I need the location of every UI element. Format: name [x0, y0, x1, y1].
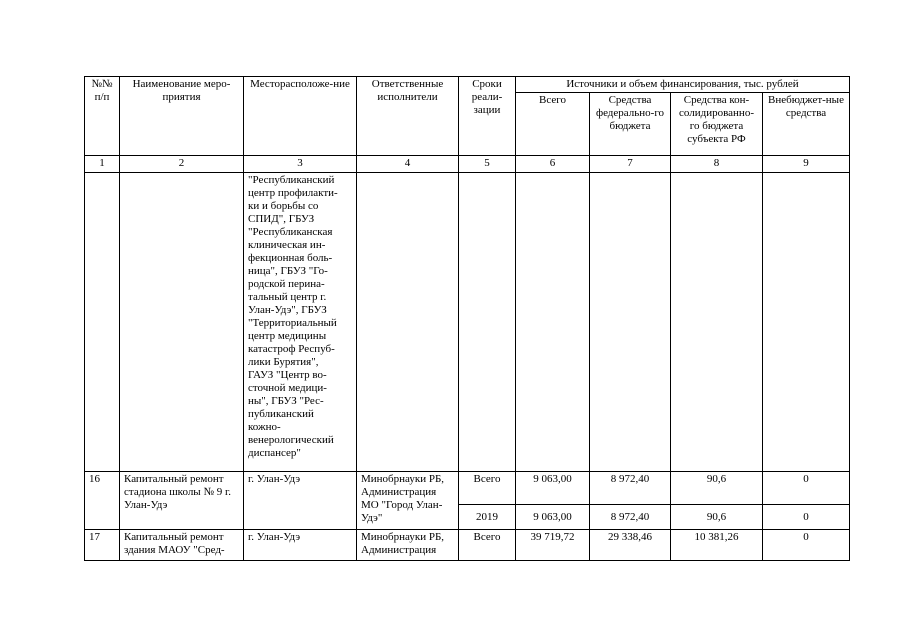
- column-number: 2: [120, 156, 244, 173]
- row-total: 39 719,72: [516, 530, 590, 561]
- column-number: 7: [590, 156, 671, 173]
- table-cell: [357, 173, 459, 472]
- row-federal: 8 972,40: [590, 505, 671, 530]
- column-number: 6: [516, 156, 590, 173]
- row-extrabudget: 0: [763, 530, 850, 561]
- row-total: 9 063,00: [516, 472, 590, 505]
- row-federal: 8 972,40: [590, 472, 671, 505]
- row-location: г. Улан-Удэ: [244, 472, 357, 530]
- row-period: 2019: [459, 505, 516, 530]
- continuation-row: [85, 173, 850, 472]
- table-cell: [763, 173, 850, 472]
- row-period: Всего: [459, 530, 516, 561]
- column-number: 8: [671, 156, 763, 173]
- row-executors: Минобрнауки РБ, Администрация: [357, 530, 459, 561]
- row-total: 9 063,00: [516, 505, 590, 530]
- column-number: 9: [763, 156, 850, 173]
- row-regional: 90,6: [671, 505, 763, 530]
- row-name: Капитальный ремонт здания МАОУ "Сред-: [120, 530, 244, 561]
- header-period: Сроки реали-зации: [459, 77, 516, 156]
- column-number: 3: [244, 156, 357, 173]
- row-name: Капитальный ремонт стадиона школы № 9 г. Улан-Удэ: [120, 472, 244, 530]
- row-period: Всего: [459, 472, 516, 505]
- financing-table: [84, 76, 850, 561]
- row-location: г. Улан-Удэ: [244, 530, 357, 561]
- row-number: 17: [85, 530, 120, 561]
- table-row: [85, 530, 850, 561]
- continuation-location: "Республиканский центр профилакти- ки и борьбы со СПИД", ГБУЗ "Республиканская клиническая ин- фекционная боль- ница", ГБУЗ "Го- родской перина- тальный центр г. Улан-Удэ", ГБУЗ "Территориальный центр медицины катастроф Респуб- лики Бурятия", ГАУЗ "Центр во- сточной медици- ны", ГБУЗ "Рес- публиканский кожно- венерологический диспансер": [244, 173, 357, 472]
- column-number: 5: [459, 156, 516, 173]
- header-name: Наименование меро-приятия: [120, 77, 244, 156]
- header-federal: Средства федерально-го бюджета: [590, 93, 671, 156]
- row-regional: 10 381,26: [671, 530, 763, 561]
- column-number-row: [85, 156, 850, 173]
- table-cell: [85, 173, 120, 472]
- row-executors: Минобрнауки РБ, Администрация МО "Город Улан-Удэ": [357, 472, 459, 530]
- table-cell: [459, 173, 516, 472]
- row-federal: 29 338,46: [590, 530, 671, 561]
- table-cell: [590, 173, 671, 472]
- column-number: 4: [357, 156, 459, 173]
- header-executors: Ответственные исполнители: [357, 77, 459, 156]
- header-row: [85, 77, 850, 93]
- row-regional: 90,6: [671, 472, 763, 505]
- table-cell: [671, 173, 763, 472]
- table-cell: [516, 173, 590, 472]
- row-extrabudget: 0: [763, 505, 850, 530]
- table-row: [85, 472, 850, 505]
- header-extrabudget: Внебюджет-ные средства: [763, 93, 850, 156]
- column-number: 1: [85, 156, 120, 173]
- row-number: 16: [85, 472, 120, 530]
- header-regional: Средства кон-солидированно-го бюджета субъекта РФ: [671, 93, 763, 156]
- header-total: Всего: [516, 93, 590, 156]
- table-cell: [120, 173, 244, 472]
- row-extrabudget: 0: [763, 472, 850, 505]
- header-funding-group: Источники и объем финансирования, тыс. рублей: [516, 77, 850, 93]
- header-location: Месторасположе-ние: [244, 77, 357, 156]
- header-number: №№ п/п: [85, 77, 120, 156]
